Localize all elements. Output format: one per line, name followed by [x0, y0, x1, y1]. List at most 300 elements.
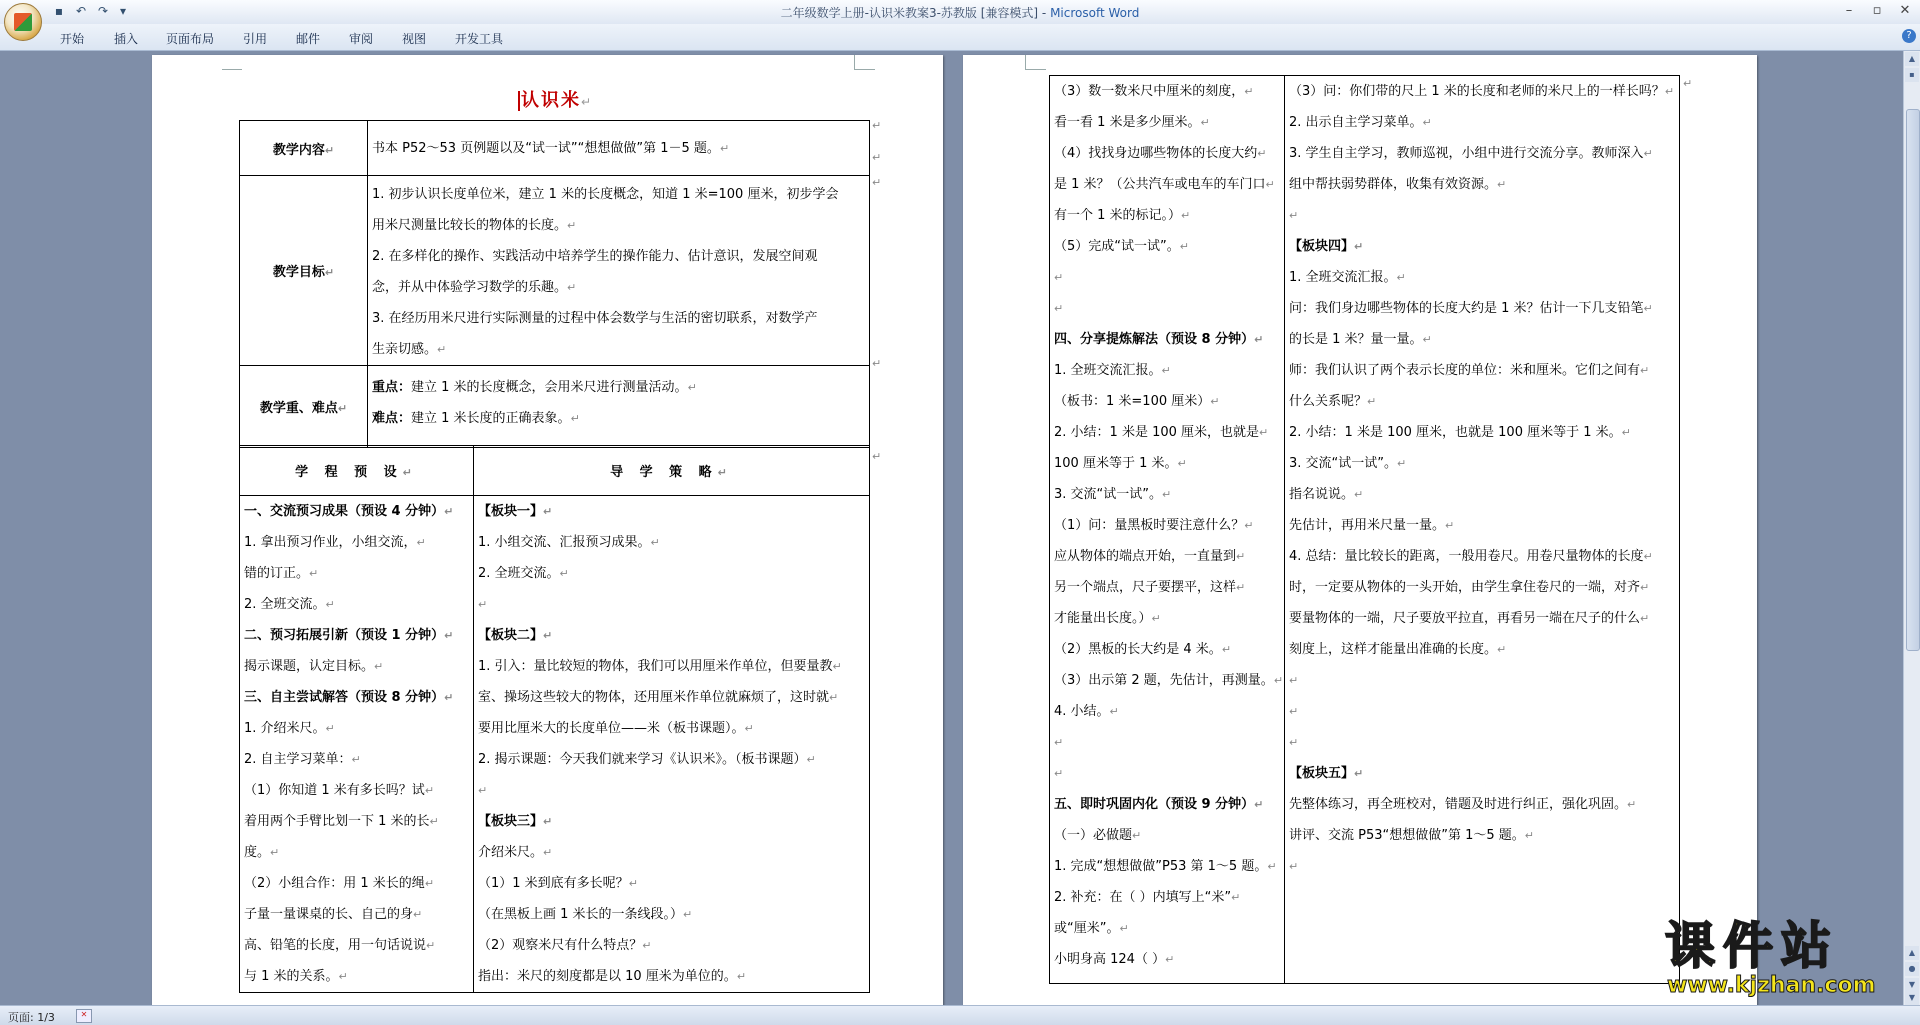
column-header-strategy: [474, 446, 870, 496]
line-text: 四、分享提炼解法（预设 8 分钟）: [1054, 332, 1255, 347]
tab-references[interactable]: 引用: [243, 32, 268, 46]
paragraph-mark: ↵: [1181, 209, 1191, 222]
text-line: [244, 496, 469, 527]
paragraph-mark: ↵: [1054, 302, 1064, 315]
text-line: [1054, 882, 1280, 913]
table-row: [240, 176, 870, 366]
text-line: [1054, 262, 1280, 293]
paragraph-mark: ↵: [351, 753, 361, 766]
text-line: [244, 961, 469, 992]
line-text: 看一看 1 米是多少厘米。: [1054, 115, 1201, 130]
line-text: 4. 小结。: [1054, 704, 1110, 719]
text-line: [1289, 293, 1675, 324]
paragraph-mark: ↵: [832, 660, 842, 673]
line-text: 问：我们身边哪些物体的长度大约是 1 米？估计一下几支铅笔: [1289, 301, 1644, 316]
paragraph-mark: ↵: [543, 846, 553, 859]
row-content[interactable]: [368, 176, 870, 366]
paragraph-mark: ↵: [567, 219, 577, 232]
paragraph-mark: ↵: [628, 877, 638, 890]
watermark-logo-text: 课件站: [1665, 917, 1839, 975]
content-line: [372, 272, 865, 303]
paragraph-mark: ↵: [437, 343, 447, 356]
scrollbar-thumb[interactable]: [1906, 109, 1920, 651]
paragraph-mark: ↵: [1289, 705, 1299, 718]
title-bar: [0, 0, 1920, 25]
paragraph-mark: ↵: [1664, 85, 1675, 98]
save-icon[interactable]: ▪: [54, 4, 64, 18]
scroll-up-icon[interactable]: ▲: [1905, 52, 1919, 66]
content-line: [372, 179, 865, 210]
paragraph-mark: ↵: [1289, 209, 1299, 222]
text-line: [1054, 727, 1280, 758]
text-line: [478, 682, 865, 713]
line-text: 刻度上，这样才能量出准确的长度。: [1289, 642, 1498, 657]
text-line: [478, 496, 865, 527]
text-line: [244, 558, 469, 589]
line-list: [1054, 76, 1284, 975]
paragraph-mark: ↵: [1254, 798, 1264, 811]
window-title-app: Microsoft Word: [1050, 6, 1140, 20]
text-line: [1289, 572, 1675, 603]
line-text: 2. 补充：在（ ）内填写上“米”: [1054, 890, 1232, 905]
text-line: [244, 744, 469, 775]
line-text: 2. 小结：1 米是 100 厘米，也就是: [1054, 425, 1260, 440]
line-text: 与 1 米的关系。: [244, 969, 339, 984]
content-line: [372, 210, 865, 241]
paragraph-mark: ↵: [1265, 178, 1275, 191]
row-label: [240, 121, 368, 176]
text-line: [1054, 851, 1280, 882]
paragraph-mark: ↵: [1422, 333, 1432, 346]
content-text: 建立 1 米长度的正确表象。: [411, 411, 571, 426]
row-label-text: 教学目标: [272, 265, 325, 280]
line-text: 应从物体的端点开始，一直量到: [1054, 549, 1237, 564]
proofing-icon[interactable]: ✕: [76, 1009, 92, 1023]
paragraph-mark: ↵: [1643, 302, 1653, 315]
table-row: [240, 496, 870, 993]
line-text: （2）小组合作：用 1 米长的绳: [244, 876, 425, 891]
text-line: [1054, 479, 1280, 510]
paragraph-mark: ↵: [1640, 612, 1650, 625]
text-line: [1289, 169, 1675, 200]
paragraph-mark: ↵: [1497, 178, 1507, 191]
line-text: 2. 出示自主学习菜单。: [1289, 115, 1423, 130]
next-page-icon[interactable]: ▼: [1905, 978, 1919, 992]
paragraph-mark: ↵: [1244, 519, 1254, 532]
text-line: [1289, 479, 1675, 510]
text-line: [1054, 231, 1280, 262]
text-line: [1054, 820, 1280, 851]
margin-corner: [222, 55, 242, 70]
process-table-continued: [1049, 75, 1680, 984]
content-text: 用米尺测量比较长的物体的长度。: [372, 218, 568, 233]
paragraph-mark: ↵: [1267, 860, 1277, 873]
line-text: 2. 揭示课题：今天我们就来学习《认识米》。（板书课题）: [478, 752, 807, 767]
text-line: [1054, 665, 1284, 696]
tab-mailings[interactable]: 邮件: [296, 32, 321, 46]
paragraph-mark: ↵: [1367, 395, 1377, 408]
window-title-separator: -: [1038, 6, 1051, 20]
line-text: 3. 交流“试一试”。: [1289, 456, 1398, 471]
line-text: 3. 学生自主学习，教师巡视，小组中进行交流分享。教师深入: [1289, 146, 1644, 161]
table-header-row: [240, 446, 870, 496]
text-line: [1289, 200, 1675, 231]
text-line: [478, 806, 865, 837]
paragraph-mark: ↵: [478, 598, 488, 611]
line-text: 是 1 米？（公共汽车或电车的车门口: [1054, 177, 1266, 192]
line-text: 1. 拿出预习作业，小组交流，: [244, 535, 417, 550]
content-line: [372, 303, 865, 334]
line-text: 什么关系呢？: [1289, 394, 1368, 409]
text-line: [478, 589, 865, 620]
line-text: 1. 全班交流汇报。: [1054, 363, 1162, 378]
scroll-down-icon[interactable]: ▼: [1905, 991, 1919, 1005]
paragraph-mark: ↵: [1054, 736, 1064, 749]
ruler-toggle-icon[interactable]: ▪: [1905, 68, 1919, 82]
text-line: [1054, 603, 1280, 634]
content-text: 建立 1 米的长度概念，会用米尺进行测量活动。: [411, 380, 688, 395]
office-button[interactable]: [4, 3, 42, 41]
line-text: 着用两个手臂比划一下 1 米的长: [244, 814, 430, 829]
text-line: [1054, 386, 1280, 417]
text-line: [478, 713, 865, 744]
paragraph-mark: ↵: [829, 691, 839, 704]
strategy-cell[interactable]: [474, 496, 870, 993]
text-line: [1289, 665, 1675, 696]
paragraph-mark: ↵: [1396, 271, 1406, 284]
paragraph-mark: ↵: [1259, 426, 1269, 439]
paragraph-mark: ↵: [543, 815, 553, 828]
process-cell[interactable]: [240, 496, 474, 993]
paragraph-mark: ↵: [1289, 674, 1299, 687]
text-line: [1054, 293, 1280, 324]
text-line: [1289, 262, 1675, 293]
paragraph-mark: ↵: [444, 629, 454, 642]
text-line: [244, 651, 469, 682]
line-text: 度。: [244, 845, 271, 860]
paragraph-mark: ↵: [570, 412, 580, 425]
line-text: 一、交流预习成果（预设 4 分钟）: [244, 504, 445, 519]
paragraph-mark: ↵: [1179, 240, 1189, 253]
line-text: 1. 引入：量比较短的物体，我们可以用厘米作单位，但要量教: [478, 659, 833, 674]
paragraph-mark: ↵: [1165, 953, 1175, 966]
line-text: （3）问：你们带的尺上 1 米的长度和老师的米尺上的一样长吗？: [1289, 84, 1665, 99]
text-line: [244, 589, 469, 620]
paragraph-mark: ↵: [325, 722, 335, 735]
document-title[interactable]: [518, 86, 593, 112]
paragraph-mark: ↵: [1162, 488, 1172, 501]
text-line: [244, 713, 469, 744]
line-text: （板书：1 米=100 厘米）: [1054, 394, 1211, 409]
text-line: [478, 620, 865, 651]
row-end-mark: ↵: [872, 357, 882, 370]
text-line: [478, 558, 865, 589]
line-text: 要量物体的一端，尺子要放平拉直，再看另一端在尺子的什么: [1289, 611, 1641, 626]
paragraph-mark: ↵: [1236, 581, 1246, 594]
text-line: [244, 527, 469, 558]
line-text: 时，一定要从物体的一头开始，由学生拿住卷尺的一端，对齐: [1289, 580, 1641, 595]
line-text: 高、铅笔的长度，用一句话说说: [244, 938, 427, 953]
paragraph-mark: ↵: [1221, 643, 1232, 656]
process-table: [239, 445, 870, 993]
line-text: （2）观察米尺有什么特点？: [478, 938, 643, 953]
line-text: 先整体练习，再全班校对，错题及时进行纠正，强化巩固。: [1289, 797, 1628, 812]
line-text: 子量一量课桌的长、自己的身: [244, 907, 414, 922]
line-text: 指出：米尺的刻度都是以 10 厘米为单位的。: [478, 969, 737, 984]
paragraph-mark: ↵: [1231, 891, 1241, 904]
key-label: 难点：: [372, 411, 412, 426]
text-line: [1054, 355, 1280, 386]
margin-corner: [854, 55, 875, 70]
cell-mark: ↵: [717, 466, 733, 479]
tab-insert[interactable]: 插入: [114, 32, 139, 46]
text-line: [478, 961, 865, 992]
paragraph-mark: ↵: [1289, 736, 1299, 749]
vertical-scrollbar[interactable]: [1903, 51, 1920, 1006]
paragraph-mark: ↵: [806, 753, 816, 766]
line-text: 【板块二】: [478, 628, 544, 643]
line-text: 【板块五】: [1289, 766, 1355, 781]
tab-home[interactable]: 开始: [60, 32, 85, 46]
text-line: [244, 620, 469, 651]
page-2: [963, 55, 1757, 1015]
text-line: [244, 899, 469, 930]
content-line: [372, 372, 865, 403]
paragraph-mark: ↵: [1054, 767, 1064, 780]
paragraph-mark: ↵: [1640, 581, 1650, 594]
paragraph-mark: ↵: [1244, 85, 1254, 98]
paragraph-mark: ↵: [1236, 550, 1246, 563]
paragraph-mark: ↵: [736, 970, 747, 983]
process-cell[interactable]: [1050, 76, 1285, 984]
paragraph-mark: ↵: [424, 784, 435, 797]
watermark-url: www.kjzhan.com: [1667, 973, 1876, 998]
row-content[interactable]: [368, 366, 870, 448]
line-text: 小明身高 124（ ）: [1054, 952, 1166, 967]
text-line: [1289, 851, 1675, 882]
paragraph-mark: ↵: [1177, 457, 1187, 470]
line-text: 介绍米尺。: [478, 845, 544, 860]
customize-quick-access-icon[interactable]: ▾: [119, 4, 127, 18]
text-line: [1054, 324, 1280, 355]
text-line: [244, 930, 469, 961]
paragraph-mark: ↵: [1445, 519, 1455, 532]
line-text: （1）1 米到底有多长呢？: [478, 876, 629, 891]
paragraph-mark: ↵: [1257, 147, 1267, 160]
tab-review[interactable]: 审阅: [349, 32, 374, 46]
page-count[interactable]: 页面: 1/3: [8, 1011, 55, 1024]
paragraph-mark: ↵: [374, 660, 384, 673]
row-content[interactable]: [368, 121, 870, 176]
text-line: [1289, 541, 1675, 572]
paragraph-mark: ↵: [543, 629, 553, 642]
paragraph-mark: ↵: [1054, 271, 1064, 284]
text-line: [1054, 944, 1280, 975]
paragraph-mark: ↵: [1643, 147, 1653, 160]
text-line: [244, 775, 469, 806]
text-line: [1289, 355, 1675, 386]
text-line: [1054, 138, 1280, 169]
content-line: [372, 403, 865, 434]
line-text: 揭示课题，认定目标。: [244, 659, 375, 674]
text-line: [244, 837, 469, 868]
text-cursor: [518, 91, 520, 111]
paragraph-mark: ↵: [416, 536, 426, 549]
paragraph-mark: ↵: [270, 846, 280, 859]
tab-view[interactable]: 视图: [402, 32, 427, 46]
paragraph-mark: ↵: [1621, 426, 1631, 439]
paragraph-mark: ↵: [1109, 705, 1119, 718]
text-line: [1054, 417, 1280, 448]
line-text: 二、预习拓展引新（预设 1 分钟）: [244, 628, 445, 643]
row-label-text: 教学重、难点: [259, 401, 338, 416]
minimize-icon[interactable]: –: [1845, 3, 1853, 18]
line-text: 指名说说。: [1289, 487, 1355, 502]
line-text: 100 厘米等于 1 米。: [1054, 456, 1178, 471]
text-line: [1054, 448, 1280, 479]
paragraph-mark: ↵: [581, 95, 594, 109]
paragraph-mark: ↵: [1210, 395, 1220, 408]
paragraph-mark: ↵: [744, 722, 754, 735]
tab-developer[interactable]: 开发工具: [455, 32, 504, 46]
content-text: 3. 在经历用米尺进行实际测量的过程中体会数学与生活的密切联系，对数学产: [372, 311, 818, 326]
paragraph-mark: ↵: [444, 505, 454, 518]
line-text: 【板块一】: [478, 504, 544, 519]
paragraph-mark: ↵: [1627, 798, 1637, 811]
line-text: 4. 总结：量比较长的距离，一般用卷尺。用卷尺量物体的长度: [1289, 549, 1644, 564]
text-line: [244, 682, 469, 713]
content-text: 1. 初步认识长度单位米，建立 1 米的长度概念，知道 1 米=100 厘米，初步学会: [372, 187, 839, 202]
row-label: [240, 176, 368, 366]
text-line: [1054, 572, 1280, 603]
content-text: 2. 在多样化的操作、实践活动中培养学生的操作能力、估计意识，发展空间观: [372, 249, 818, 264]
window-title: [0, 4, 1920, 21]
text-line: [1054, 107, 1280, 138]
table-row: [1050, 76, 1680, 984]
tab-page-layout[interactable]: 页面布局: [166, 32, 215, 46]
office-logo-icon: [14, 13, 32, 31]
text-line: [1289, 696, 1675, 727]
site-watermark: [1665, 918, 1905, 1002]
paragraph-mark: ↵: [1354, 240, 1364, 253]
column-header-text: 导 学 策 略: [610, 465, 718, 480]
line-text: 错的订正。: [244, 566, 310, 581]
paragraph-mark: ↵: [338, 970, 348, 983]
line-text: 先估计，再用米尺量一量。: [1289, 518, 1446, 533]
content-line: [372, 241, 865, 272]
window-title-document: 二年级数学上册-认识米教案3-苏教版 [兼容模式]: [780, 6, 1039, 20]
line-text: 【板块三】: [478, 814, 544, 829]
cell-mark: ↵: [324, 143, 335, 157]
text-line: [1054, 913, 1280, 944]
text-line: [1289, 417, 1675, 448]
paragraph-mark: ↵: [1119, 922, 1129, 935]
line-text: （一）必做题: [1054, 828, 1133, 843]
column-header-process: [240, 446, 474, 496]
redo-icon[interactable]: ↷: [97, 4, 109, 18]
text-line: [478, 744, 865, 775]
text-line: [1289, 820, 1675, 851]
text-line: [1289, 727, 1675, 758]
text-line: [244, 868, 469, 899]
paragraph-mark: ↵: [543, 505, 553, 518]
paragraph-mark: ↵: [719, 141, 730, 155]
maximize-icon[interactable]: ▫: [1872, 3, 1882, 18]
line-text: 1. 完成“想想做做”P53 第 1～5 题。: [1054, 859, 1268, 874]
line-text: 的长是 1 米？量一量。: [1289, 332, 1423, 347]
text-line: [1289, 634, 1675, 665]
row-end-mark: ↵: [872, 119, 882, 132]
line-text: 3. 交流“试一试”。: [1054, 487, 1163, 502]
line-text: 师：我们认识了两个表示长度的单位：米和厘米。它们之间有: [1289, 363, 1641, 378]
line-text: 2. 全班交流。: [244, 597, 326, 612]
text-line: [1289, 603, 1675, 634]
undo-icon[interactable]: ↶: [75, 4, 87, 18]
paragraph-mark: ↵: [325, 598, 335, 611]
paragraph-mark: ↵: [1354, 767, 1364, 780]
content-text: 念，并从中体验学习数学的乐趣。: [372, 280, 568, 295]
line-text: 另一个端点，尺子要摆平，这样: [1054, 580, 1237, 595]
text-line: [1054, 76, 1280, 107]
paragraph-mark: ↵: [1397, 457, 1407, 470]
paragraph-mark: ↵: [1200, 116, 1210, 129]
text-line: [1289, 231, 1675, 262]
line-text: （5）完成“试一试”。: [1054, 239, 1180, 254]
text-line: [478, 651, 865, 682]
page-1: [152, 55, 943, 1015]
line-text: 1. 全班交流汇报。: [1289, 270, 1397, 285]
text-line: [1054, 541, 1280, 572]
paragraph-mark: ↵: [650, 536, 660, 549]
text-line: [1289, 138, 1675, 169]
line-text: 2. 自主学习菜单：: [244, 752, 352, 767]
paragraph-mark: ↵: [1254, 333, 1264, 346]
text-line: [1289, 758, 1675, 789]
close-icon[interactable]: ✕: [1899, 3, 1911, 18]
line-text: 2. 小结：1 米是 100 厘米，也就是 100 厘米等于 1 米。: [1289, 425, 1622, 440]
strategy-cell[interactable]: [1285, 76, 1680, 984]
line-list: [244, 496, 469, 992]
line-text: （1）问：量黑板时要注意什么？: [1054, 518, 1245, 533]
paragraph-mark: ↵: [309, 567, 319, 580]
text-line: [1054, 696, 1280, 727]
browse-object-icon[interactable]: ●: [1905, 962, 1919, 976]
paragraph-mark: ↵: [642, 939, 652, 952]
line-text: （4）找找身边哪些物体的长度大约: [1054, 146, 1258, 161]
line-text: 室、操场这些较大的物体，还用厘米作单位就麻烦了，这时就: [478, 690, 830, 705]
paragraph-mark: ↵: [1151, 612, 1161, 625]
paragraph-mark: ↵: [1354, 488, 1364, 501]
paragraph-mark: ↵: [1643, 550, 1653, 563]
text-line: [1289, 107, 1675, 138]
cell-mark: ↵: [324, 266, 335, 279]
line-text: 或“厘米”。: [1054, 921, 1120, 936]
text-line: [1289, 448, 1675, 479]
line-text: 要用比厘米大的长度单位——米（板书课题）。: [478, 721, 745, 736]
text-line: [1054, 758, 1280, 789]
paragraph-mark: ↵: [567, 281, 577, 294]
line-text: （3）出示第 2 题，先估计，再测量。: [1054, 673, 1274, 688]
help-icon[interactable]: ?: [1902, 29, 1916, 43]
cell-mark: ↵: [337, 402, 348, 415]
row-label-text: 教学内容: [272, 142, 325, 158]
lesson-info-table: [239, 120, 870, 448]
text-line: [478, 775, 865, 806]
previous-page-icon[interactable]: ▲: [1905, 946, 1919, 960]
line-text: （3）数一数米尺中厘米的刻度，: [1054, 84, 1245, 99]
margin-corner: [1025, 55, 1046, 70]
text-line: [1054, 510, 1280, 541]
